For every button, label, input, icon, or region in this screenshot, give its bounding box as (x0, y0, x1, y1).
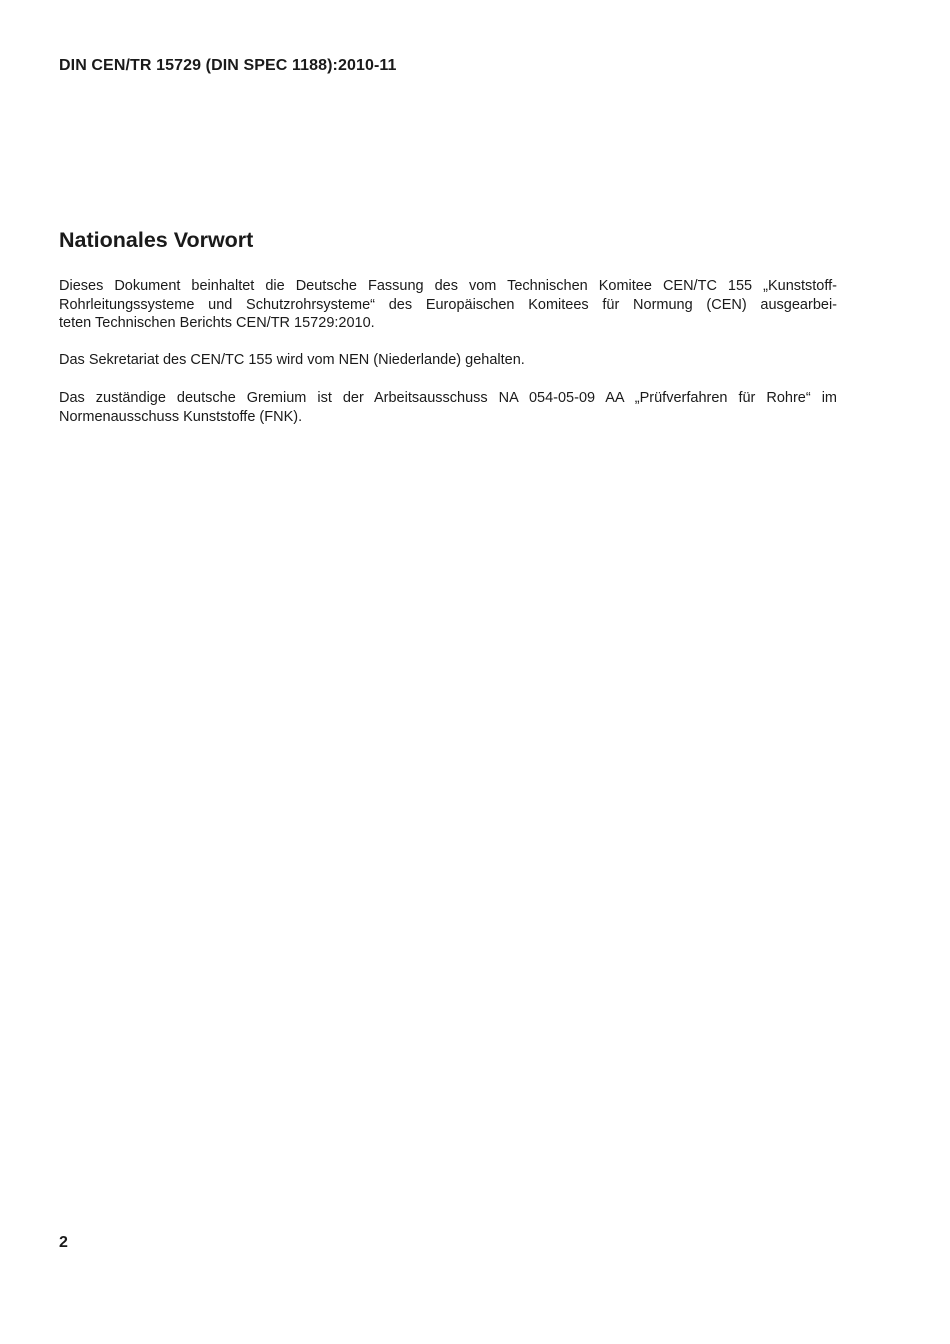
paragraph-document-description (59, 277, 837, 333)
paragraph-line: Dieses Dokument beinhaltet die Deutsche Fassung des vom Technischen Komitee CEN/TC 155 „Kunststoff- (59, 278, 837, 294)
paragraph-secretariat (59, 351, 837, 370)
page-number: 2 (59, 1234, 68, 1251)
section-title: Nationales Vorwort (59, 228, 254, 252)
paragraph-line: Rohrleitungssysteme und Schutzrohrsysteme“ des Europäischen Komitees für Normung (CEN) ausgearbei- (59, 296, 837, 313)
paragraph-line: Das zuständige deutsche Gremium ist der Arbeitsausschuss NA 054-05-09 AA „Prüfverfahren für Rohre“ im (59, 390, 837, 406)
paragraph-line: Normenausschuss Kunststoffe (FNK). (59, 408, 303, 425)
paragraph-line: teten Technischen Berichts CEN/TR 15729:2010. (59, 315, 375, 331)
document-header: DIN CEN/TR 15729 (DIN SPEC 1188):2010-11 (59, 57, 397, 74)
paragraph-line: Das Sekretariat des CEN/TC 155 wird vom NEN (Niederlande) gehalten. (59, 352, 525, 368)
paragraph-committee (59, 389, 837, 426)
